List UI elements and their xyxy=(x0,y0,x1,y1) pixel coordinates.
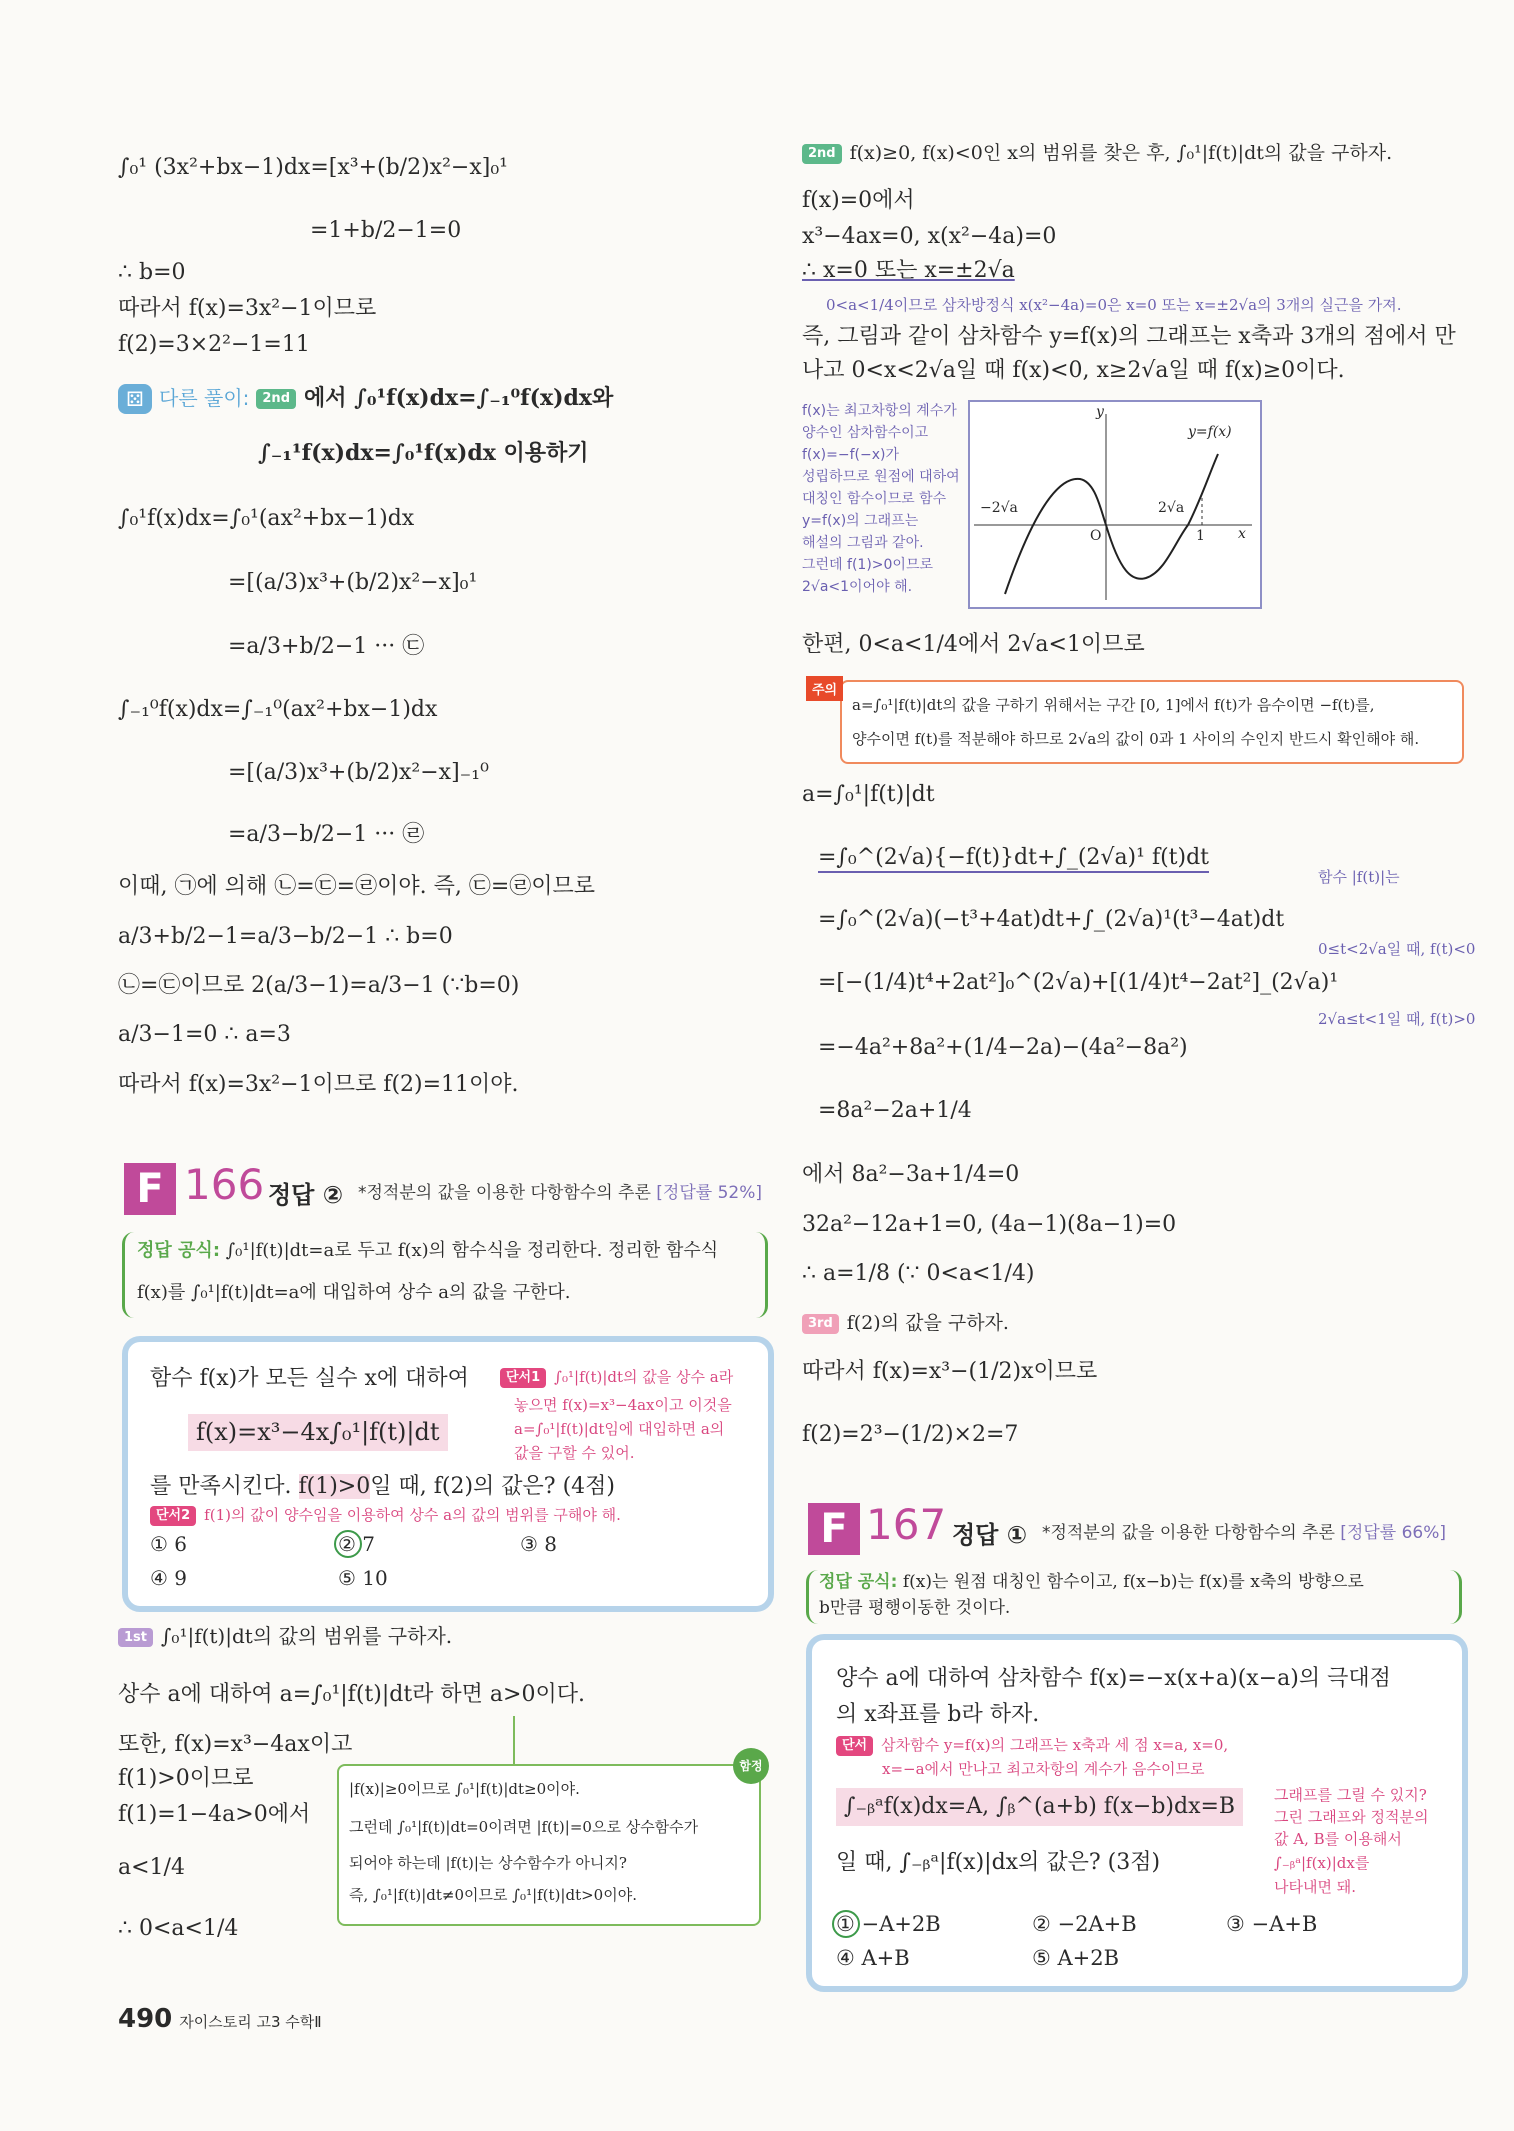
problem-number: 166 xyxy=(184,1160,265,1209)
hint-text: ∫₀¹|f(t)|dt의 값을 상수 a라 xyxy=(554,1368,734,1386)
calc-line: =−4a²+8a²+(1/4−2a)−(4a²−8a²) xyxy=(818,1035,1188,1060)
answer: 정답 ① xyxy=(952,1521,1028,1549)
calc-line: =8a²−2a+1/4 xyxy=(818,1098,972,1123)
answer-mark xyxy=(334,1530,362,1558)
formula-box xyxy=(806,1570,1462,1624)
hint-text: ∫₋ᵦᵃ|f(x)|dx를 xyxy=(1274,1854,1370,1872)
calc-line: a=∫₀¹|f(t)|dt xyxy=(802,782,935,807)
choice-3[interactable]: ③ 8 xyxy=(520,1532,558,1556)
solution-line: =a/3−b/2−1 ··· ㉣ xyxy=(228,822,425,847)
solution-line: ∴ b=0 xyxy=(118,260,186,285)
step-title: ∫₀¹|f(t)|dt의 값의 범위를 구하자. xyxy=(161,1624,453,1648)
solution-line: =1+b/2−1=0 xyxy=(310,218,462,243)
hint-text: 값 A, B를 이용해서 xyxy=(1274,1830,1402,1848)
x-label: x xyxy=(1238,526,1246,542)
calc-line: 32a²−12a+1=0, (4a−1)(8a−1)=0 xyxy=(802,1212,1177,1237)
topic: *정적분의 값을 이용한 다항함수의 추론 [정답률 52%] xyxy=(358,1183,763,1203)
dice-icon: ⚄ xyxy=(118,384,152,414)
solution-line: x³−4ax=0, x(x²−4a)=0 xyxy=(802,224,1057,249)
formula-label: 정답 공식: xyxy=(819,1572,898,1592)
hint-text: 삼차함수 y=f(x)의 그래프는 x축과 세 점 x=a, x=0, xyxy=(881,1736,1229,1754)
calc-line: 에서 8a²−3a+1/4=0 xyxy=(802,1162,1020,1187)
calc-line: ∴ a=1/8 (∵ 0<a<1/4) xyxy=(802,1261,1035,1286)
annotation: 0≤t<2√a일 때, f(t)<0 xyxy=(1318,940,1476,958)
hint-text: 나타내면 돼. xyxy=(1274,1878,1356,1896)
choice-3[interactable]: ③ −A+B xyxy=(1226,1912,1318,1936)
neg-root-label: −2√a xyxy=(980,500,1018,516)
solution-line: 또한, f(x)=x³−4ax이고 xyxy=(118,1732,353,1757)
warning-text: a=∫₀¹|f(t)|dt의 값을 구하기 위해서는 구간 [0, 1]에서 f(t)가 음수이면 −f(t)를, xyxy=(852,696,1375,714)
formula-text: f(x)를 ∫₀¹|f(t)|dt=a에 대입하여 상수 a의 값을 구한다. xyxy=(137,1282,571,1303)
y-label: y xyxy=(1096,404,1104,420)
curve-label: y=f(x) xyxy=(1188,424,1232,440)
solution-line: ∫₀¹f(x)dx=∫₀¹(ax²+bx−1)dx xyxy=(118,506,415,531)
solution-line: ∴ x=0 또는 x=±2√a xyxy=(802,258,1015,283)
choice-5[interactable]: ⑤ A+2B xyxy=(1032,1946,1120,1970)
step-tag: 1st xyxy=(118,1628,153,1648)
alt-solution-heading xyxy=(118,384,613,414)
hint-text: a=∫₀¹|f(t)|dt임에 대입하면 a의 xyxy=(514,1420,725,1438)
cubic-curve xyxy=(1005,454,1218,594)
calc-line: =[−(1/4)t⁴+2at²]₀^(2√a)+[(1/4)t⁴−2at²]_(2√a)¹ xyxy=(818,970,1339,995)
hint-tag: 단서1 xyxy=(500,1368,546,1388)
problem-box xyxy=(122,1336,774,1612)
trap-tag: 함정 xyxy=(733,1748,769,1784)
warning-box xyxy=(840,680,1464,764)
solution-line: =[(a/3)x³+(b/2)x²−x]₀¹ xyxy=(228,570,478,595)
trap-text: 그런데 ∫₀¹|f(t)|dt=0이려면 |f(t)|=0으로 상수함수가 xyxy=(349,1818,699,1836)
hint-tag: 단서2 xyxy=(150,1506,196,1526)
graph-note: f(x)는 최고차항의 계수가 양수인 삼차함수이고 f(x)=−f(−x)가 성립하므로 원점에 대하여 대칭인 함수이므로 함수 y=f(x)의 그래프는 해설의 그림과 같아. 그런데 f(1)>0이므로 2√a<1이어야 해. xyxy=(802,403,960,595)
footer xyxy=(118,2004,322,2035)
solution-line: 한편, 0<a<1/4에서 2√a<1이므로 xyxy=(802,632,1145,657)
choice-4[interactable]: ④ 9 xyxy=(150,1566,188,1590)
choice-2[interactable]: ② 7 xyxy=(338,1532,376,1556)
hint-tag: 단서 xyxy=(836,1736,873,1756)
solution-line: f(1)>0이므로 xyxy=(118,1766,254,1791)
answer-mark xyxy=(832,1910,860,1938)
solution-line: f(2)=3×2²−1=11 xyxy=(118,332,310,357)
step-title: f(x)≥0, f(x)<0인 x의 범위를 찾은 후, ∫₀¹|f(t)|dt의 값을 구하자. xyxy=(849,142,1393,164)
solution-line: f(1)=1−4a>0에서 xyxy=(118,1802,311,1827)
answer: 정답 ② xyxy=(268,1181,344,1209)
step-tag: 3rd xyxy=(802,1314,839,1334)
choice-5[interactable]: ⑤ 10 xyxy=(338,1566,388,1590)
problem-box xyxy=(806,1634,1468,1992)
solution-line: =[(a/3)x³+(b/2)x²−x]₋₁⁰ xyxy=(228,760,489,785)
choice-4[interactable]: ④ A+B xyxy=(836,1946,910,1970)
problem-badge: F xyxy=(124,1163,176,1215)
step-tag: 2nd xyxy=(802,144,842,164)
choice-1[interactable]: ① 6 xyxy=(150,1532,188,1556)
solution-line: 따라서 f(x)=x³−(1/2)x이므로 xyxy=(802,1359,1098,1384)
solution-line: a/3+b/2−1=a/3−b/2−1 ∴ b=0 xyxy=(118,924,453,949)
origin-label: O xyxy=(1090,528,1102,544)
solution-line: =a/3+b/2−1 ··· ㉢ xyxy=(228,634,425,659)
hint-text: x=−a에서 만나고 최고차항의 계수가 음수이므로 xyxy=(882,1760,1205,1778)
alt-text: ∫₋₁¹f(x)dx=∫₀¹f(x)dx 이용하기 xyxy=(258,440,589,466)
solution-line: 따라서 f(x)=3x²−1이므로 xyxy=(118,296,377,321)
topic: *정적분의 값을 이용한 다항함수의 추론 [정답률 66%] xyxy=(1042,1523,1447,1543)
step-tag: 2nd xyxy=(256,389,296,409)
problem-equation: ∫₋ᵦᵃf(x)dx=A, ∫ᵦ^(a+b) f(x−b)dx=B xyxy=(836,1788,1243,1826)
formula-text: ∫₀¹|f(t)|dt=a로 두고 f(x)의 함수식을 정리한다. 정리한 함수식 xyxy=(225,1240,719,1261)
graph-figure xyxy=(968,400,1262,609)
arrow-line xyxy=(513,1716,515,1764)
book-title: 자이스토리 고3 수학Ⅱ xyxy=(179,2013,322,2031)
solution-line: ∫₋₁⁰f(x)dx=∫₋₁⁰(ax²+bx−1)dx xyxy=(118,697,438,722)
annotation: 2√a≤t<1일 때, f(t)>0 xyxy=(1318,1010,1476,1028)
solution-line: 이때, ㉠에 의해 ㉡=㉢=㉣이야. 즉, ㉢=㉣이므로 xyxy=(118,874,596,899)
solution-line: 따라서 f(x)=3x²−1이므로 f(2)=11이야. xyxy=(118,1072,519,1097)
solution-line: 나고 0<x<2√a일 때 f(x)<0, x≥2√a일 때 f(x)≥0이다. xyxy=(802,358,1345,383)
solution-line: f(2)=2³−(1/2)×2=7 xyxy=(802,1422,1019,1447)
tick-1: 1 xyxy=(1196,528,1205,544)
solution-line: 상수 a에 대하여 a=∫₀¹|f(t)|dt라 하면 a>0이다. xyxy=(118,1682,585,1707)
hint-text: 값을 구할 수 있어. xyxy=(514,1444,635,1462)
hint-text: 그래프를 그릴 수 있지? xyxy=(1274,1786,1427,1804)
solution-line: ∫₀¹ (3x²+bx−1)dx=[x³+(b/2)x²−x]₀¹ xyxy=(118,155,508,180)
formula-label: 정답 공식: xyxy=(137,1240,221,1261)
problem-equation: f(x)=x³−4x∫₀¹|f(t)|dt xyxy=(188,1414,448,1451)
trap-text: 즉, ∫₀¹|f(t)|dt≠0이므로 ∫₀¹|f(t)|dt>0이야. xyxy=(349,1886,637,1904)
alt-label: 다른 풀이: xyxy=(159,386,250,410)
formula-text: f(x)는 원점 대칭인 함수이고, f(x−b)는 f(x)를 x축의 방향으로 xyxy=(902,1572,1364,1592)
warning-text: 양수이면 f(t)를 적분해야 하므로 2√a의 값이 0과 1 사이의 수인지 반드시 확인해야 해. xyxy=(852,730,1420,748)
hint-text: 놓으면 f(x)=x³−4ax이고 이것을 xyxy=(514,1396,732,1414)
note: 0<a<1/4이므로 삼차방정식 x(x²−4a)=0은 x=0 또는 x=±2√a의 3개의 실근을 가져. xyxy=(826,296,1402,314)
solution-line: 즉, 그림과 같이 삼차함수 y=f(x)의 그래프는 x축과 3개의 점에서 만 xyxy=(802,324,1456,349)
correct-rate: [정답률 66%] xyxy=(1340,1523,1447,1543)
page-number: 490 xyxy=(118,2004,173,2034)
hint-text: f(1)의 값이 양수임을 이용하여 상수 a의 값의 범위를 구해야 해. xyxy=(204,1506,621,1524)
trap-box xyxy=(337,1759,763,1926)
step-title: f(2)의 값을 구하자. xyxy=(846,1312,1009,1334)
calc-line: =∫₀^(2√a)(−t³+4at)dt+∫_(2√a)¹(t³−4at)dt xyxy=(818,907,1285,932)
solution-line: a/3−1=0 ∴ a=3 xyxy=(118,1022,291,1047)
problem-text: 의 x좌표를 b라 하자. xyxy=(836,1702,1040,1727)
hint-text: 그린 그래프와 정적분의 xyxy=(1274,1808,1429,1826)
pos-root-label: 2√a xyxy=(1158,500,1185,516)
condition: f(1)>0 xyxy=(298,1474,371,1499)
problem-text: 일 때, ∫₋ᵦᵃ|f(x)|dx의 값은? (3점) xyxy=(836,1850,1161,1875)
solution-line: ∴ 0<a<1/4 xyxy=(118,1916,239,1941)
calc-line: =∫₀^(2√a){−f(t)}dt+∫_(2√a)¹ f(t)dt xyxy=(818,845,1209,873)
solution-line: ㉡=㉢이므로 2(a/3−1)=a/3−1 (∵b=0) xyxy=(118,973,520,998)
correct-rate: [정답률 52%] xyxy=(656,1183,763,1203)
formula-box xyxy=(122,1232,768,1318)
formula-text: b만큼 평행이동한 것이다. xyxy=(819,1598,1011,1618)
problem-text: 일 때, f(2)의 값은? (4점) xyxy=(370,1474,615,1499)
trap-text: 되어야 하는데 |f(t)|는 상수함수가 아니지? xyxy=(349,1854,627,1872)
choice-1[interactable]: ① −A+2B xyxy=(836,1912,941,1936)
solution-line: a<1/4 xyxy=(118,1855,185,1880)
warning-tag: 주의 xyxy=(806,676,843,701)
problem-text: 를 만족시킨다. xyxy=(150,1474,292,1499)
annotation: 함수 |f(t)|는 xyxy=(1318,868,1400,886)
problem-text: 양수 a에 대하여 삼차함수 f(x)=−x(x+a)(x−a)의 극대점 xyxy=(836,1666,1391,1691)
alt-text: 에서 ∫₀¹f(x)dx=∫₋₁⁰f(x)dx와 xyxy=(304,385,614,411)
problem-number: 167 xyxy=(866,1500,947,1549)
problem-badge: F xyxy=(808,1503,860,1555)
solution-line: f(x)=0에서 xyxy=(802,188,915,213)
problem-text: 함수 f(x)가 모든 실수 x에 대하여 xyxy=(150,1366,469,1391)
choice-2[interactable]: ② −2A+B xyxy=(1032,1912,1137,1936)
trap-text: |f(x)|≥0이므로 ∫₀¹|f(t)|dt≥0이야. xyxy=(349,1780,580,1798)
